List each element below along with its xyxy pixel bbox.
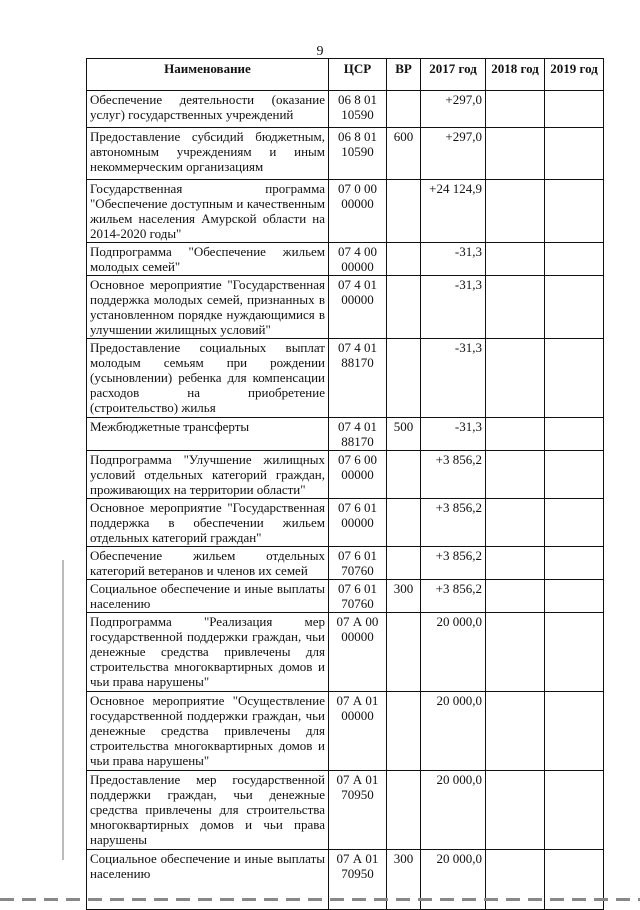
table-row xyxy=(87,91,604,128)
cell-csr: 07 4 01 88170 xyxy=(329,339,387,418)
cell-2019 xyxy=(545,499,604,547)
cell-name: Предоставление мер государственной поддержки граждан, чьи денежные средства привлечены для строительства многоквартирных домов и чьи права нарушены xyxy=(87,771,329,850)
header-2019: 2019 год xyxy=(545,59,604,91)
table-row xyxy=(87,692,604,771)
cell-2019 xyxy=(545,418,604,451)
table-row xyxy=(87,243,604,276)
cell-name: Основное мероприятие "Государственная поддержка в обеспечении жильем отдельных категорий граждан" xyxy=(87,499,329,547)
cell-csr: 07 6 01 70760 xyxy=(329,580,387,613)
cell-name: Социальное обеспечение и иные выплаты населению xyxy=(87,580,329,613)
table-row xyxy=(87,128,604,180)
cell-name: Обеспечение деятельности (оказание услуг) государственных учреждений xyxy=(87,91,329,128)
budget-table xyxy=(86,58,604,910)
scan-bottom-edge xyxy=(0,898,640,901)
header-name: Наименование xyxy=(87,59,329,91)
cell-2017: 20 000,0 xyxy=(421,771,486,850)
cell-2018 xyxy=(486,451,545,499)
cell-2017: +3 856,2 xyxy=(421,499,486,547)
cell-vr: 300 xyxy=(387,580,421,613)
cell-2018 xyxy=(486,128,545,180)
cell-2017: +297,0 xyxy=(421,128,486,180)
cell-csr: 07 4 01 88170 xyxy=(329,418,387,451)
table-row xyxy=(87,499,604,547)
cell-name: Основное мероприятие "Государственная поддержка молодых семей, признанных в установленном порядке нуждающимися в улучшении жилищных условий" xyxy=(87,276,329,339)
cell-name: Предоставление социальных выплат молодым семьям при рождении (усыновлении) ребенка для компенсации расходов на приобретение (строительство) жилья xyxy=(87,339,329,418)
cell-vr xyxy=(387,339,421,418)
cell-vr xyxy=(387,180,421,243)
cell-csr: 07 0 00 00000 xyxy=(329,180,387,243)
header-csr: ЦСР xyxy=(329,59,387,91)
cell-2019 xyxy=(545,451,604,499)
cell-vr: 500 xyxy=(387,418,421,451)
cell-2019 xyxy=(545,547,604,580)
cell-vr: 600 xyxy=(387,128,421,180)
cell-2019 xyxy=(545,180,604,243)
cell-csr: 07 А 00 00000 xyxy=(329,613,387,692)
cell-2018 xyxy=(486,547,545,580)
cell-2017: -31,3 xyxy=(421,243,486,276)
cell-2018 xyxy=(486,91,545,128)
cell-2019 xyxy=(545,613,604,692)
cell-vr: 300 xyxy=(387,850,421,910)
cell-vr xyxy=(387,499,421,547)
cell-2018 xyxy=(486,276,545,339)
header-2018: 2018 год xyxy=(486,59,545,91)
cell-name: Государственная программа "Обеспечение доступным и качественным жильем населения Амурской области на 2014-2020 годы" xyxy=(87,180,329,243)
cell-vr xyxy=(387,547,421,580)
cell-2017: -31,3 xyxy=(421,276,486,339)
cell-2017: -31,3 xyxy=(421,418,486,451)
table-row xyxy=(87,547,604,580)
cell-2018 xyxy=(486,499,545,547)
cell-2019 xyxy=(545,243,604,276)
cell-csr: 07 6 01 00000 xyxy=(329,499,387,547)
cell-2018 xyxy=(486,418,545,451)
cell-2017: +3 856,2 xyxy=(421,547,486,580)
cell-name: Основное мероприятие "Осуществление государственной поддержки граждан, чьи денежные средства привлечены для строительства многоквартирных домов и чьи права нарушены" xyxy=(87,692,329,771)
table-row xyxy=(87,418,604,451)
cell-vr xyxy=(387,451,421,499)
cell-2017: 20 000,0 xyxy=(421,692,486,771)
cell-csr: 07 6 00 00000 xyxy=(329,451,387,499)
scan-margin-mark xyxy=(62,560,64,860)
cell-2017: -31,3 xyxy=(421,339,486,418)
page-number: 9 xyxy=(316,44,324,59)
cell-csr: 07 4 00 00000 xyxy=(329,243,387,276)
cell-csr: 07 А 01 70950 xyxy=(329,771,387,850)
cell-2019 xyxy=(545,128,604,180)
table-header-row xyxy=(87,59,604,91)
table-row xyxy=(87,276,604,339)
table-row xyxy=(87,771,604,850)
table-row xyxy=(87,580,604,613)
table-row xyxy=(87,339,604,418)
table-row xyxy=(87,451,604,499)
cell-2018 xyxy=(486,771,545,850)
cell-vr xyxy=(387,692,421,771)
cell-vr xyxy=(387,91,421,128)
cell-2019 xyxy=(545,339,604,418)
cell-name: Подпрограмма "Реализация мер государственной поддержки граждан, чьи денежные средства привлечены для строительства многоквартирных домов и чьи права нарушены" xyxy=(87,613,329,692)
cell-name: Предоставление субсидий бюджетным, автономным учреждениям и иным некоммерческим организациям xyxy=(87,128,329,180)
cell-name: Подпрограмма "Улучшение жилищных условий отдельных категорий граждан, проживающих на территории области" xyxy=(87,451,329,499)
cell-vr xyxy=(387,276,421,339)
cell-2018 xyxy=(486,613,545,692)
cell-vr xyxy=(387,613,421,692)
cell-vr xyxy=(387,771,421,850)
header-2017: 2017 год xyxy=(421,59,486,91)
cell-2017: 20 000,0 xyxy=(421,613,486,692)
cell-2017: +3 856,2 xyxy=(421,580,486,613)
cell-2017: +297,0 xyxy=(421,91,486,128)
cell-2017: +24 124,9 xyxy=(421,180,486,243)
cell-csr: 06 8 01 10590 xyxy=(329,128,387,180)
cell-vr xyxy=(387,243,421,276)
cell-name: Социальное обеспечение и иные выплаты населению xyxy=(87,850,329,910)
header-vr: ВР xyxy=(387,59,421,91)
cell-2019 xyxy=(545,91,604,128)
cell-name: Подпрограмма "Обеспечение жильем молодых семей" xyxy=(87,243,329,276)
cell-2017: 20 000,0 xyxy=(421,850,486,910)
cell-name: Межбюджетные трансферты xyxy=(87,418,329,451)
cell-2018 xyxy=(486,243,545,276)
cell-csr: 07 4 01 00000 xyxy=(329,276,387,339)
cell-2019 xyxy=(545,276,604,339)
cell-csr: 07 А 01 00000 xyxy=(329,692,387,771)
cell-2018 xyxy=(486,580,545,613)
table-row xyxy=(87,613,604,692)
cell-2019 xyxy=(545,692,604,771)
cell-2019 xyxy=(545,771,604,850)
cell-2018 xyxy=(486,339,545,418)
cell-2019 xyxy=(545,580,604,613)
cell-2018 xyxy=(486,692,545,771)
table-row xyxy=(87,180,604,243)
cell-name: Обеспечение жильем отдельных категорий ветеранов и членов их семей xyxy=(87,547,329,580)
cell-csr: 06 8 01 10590 xyxy=(329,91,387,128)
cell-2017: +3 856,2 xyxy=(421,451,486,499)
cell-csr: 07 6 01 70760 xyxy=(329,547,387,580)
cell-csr: 07 А 01 70950 xyxy=(329,850,387,910)
cell-2018 xyxy=(486,180,545,243)
